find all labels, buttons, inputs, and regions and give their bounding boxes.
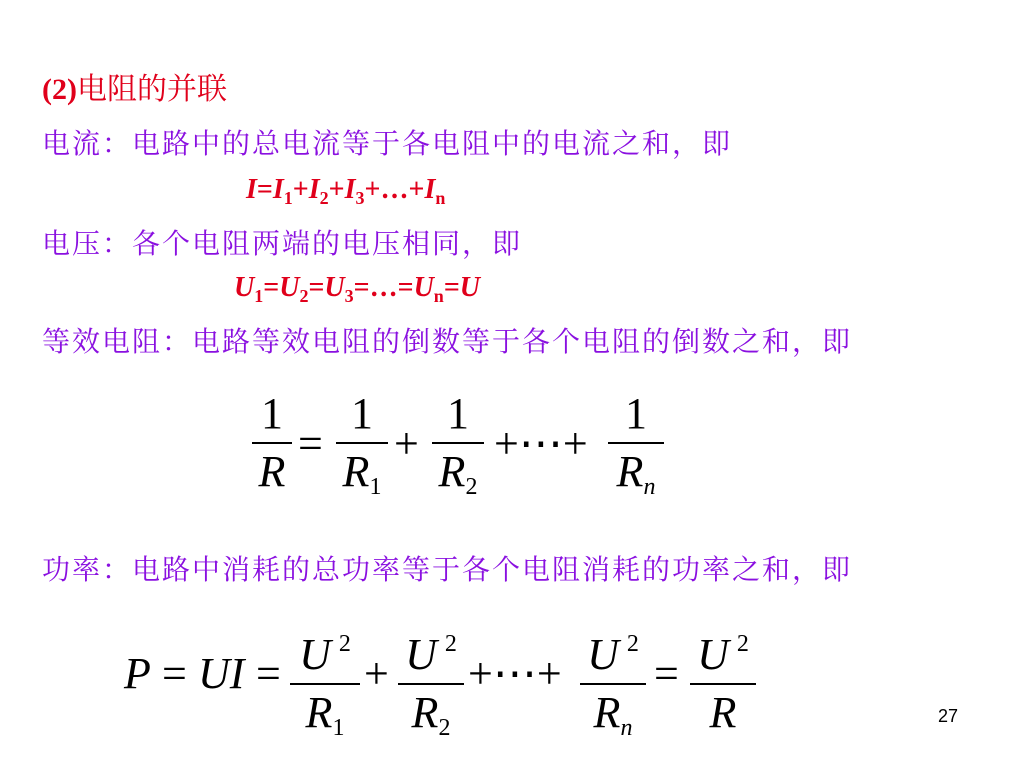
voltage-formula — [234, 272, 480, 307]
denominator: R — [616, 447, 644, 496]
power-description: 功率：电路中消耗的总功率等于各个电阻消耗的功率之和，即 — [42, 553, 853, 586]
formula-subscript: 3 — [355, 188, 365, 208]
formula-subscript: 3 — [344, 286, 354, 306]
fraction-lhs — [252, 388, 292, 498]
formula-subscript: 2 — [319, 188, 329, 208]
plus-sign: + — [364, 649, 389, 698]
formula-subscript: n — [433, 286, 444, 306]
subscript: 2 — [438, 715, 451, 741]
denominator: R — [593, 688, 621, 737]
formula-operator: = — [308, 272, 325, 303]
formula-subscript: 2 — [299, 286, 309, 306]
power-fraction-2 — [398, 618, 464, 754]
numerator: 1 — [625, 389, 647, 438]
equals-sign: = — [654, 649, 679, 698]
fraction-bar — [252, 442, 292, 444]
formula-operator: = — [256, 174, 273, 205]
fraction-bar — [690, 683, 756, 685]
formula-symbol: U — [234, 272, 255, 303]
exponent: 2 — [736, 631, 749, 657]
numerator: 1 — [447, 389, 469, 438]
exponent: 2 — [338, 631, 351, 657]
current-formula — [246, 174, 445, 209]
formula-symbol: I — [344, 174, 356, 205]
section-title-text: 电阻的并联 — [76, 72, 227, 107]
exponent: 2 — [444, 631, 457, 657]
page-number: 27 — [938, 706, 959, 726]
power-fraction-n — [580, 618, 646, 754]
formula-operator: +…+ — [364, 174, 425, 205]
formula-subscript: n — [435, 188, 446, 208]
fraction-bar — [290, 683, 360, 685]
numerator: U — [299, 630, 331, 679]
subscript: n — [620, 715, 633, 741]
ellipsis-terms: +⋯+ — [494, 419, 588, 468]
formula-operator: =…= — [353, 272, 414, 303]
formula-symbol: U — [279, 272, 300, 303]
fraction-bar — [336, 442, 388, 444]
fraction-bar — [608, 442, 664, 444]
formula-subscript: 1 — [283, 188, 293, 208]
subscript: 2 — [465, 474, 478, 500]
formula-operator: = — [443, 272, 460, 303]
voltage-description: 电压：各个电阻两端的电压相同，即 — [42, 227, 523, 260]
formula-subscript: 1 — [254, 286, 264, 306]
denominator: R — [411, 688, 439, 737]
resistance-description: 等效电阻：电路等效电阻的倒数等于各个电阻的倒数之和，即 — [42, 325, 853, 358]
denominator: R — [305, 688, 333, 737]
equals-sign: = — [162, 649, 187, 698]
fraction-bar — [432, 442, 484, 444]
power-fraction-total — [690, 618, 756, 739]
numerator: U — [587, 630, 619, 679]
denominator: R — [438, 447, 466, 496]
subscript: 1 — [369, 474, 382, 500]
fraction-term-n — [608, 388, 664, 513]
ellipsis-terms: +⋯+ — [468, 649, 562, 698]
fraction-term-2 — [432, 388, 484, 513]
exponent: 2 — [626, 631, 639, 657]
formula-operator: + — [292, 174, 309, 205]
formula-symbol: I — [308, 174, 320, 205]
section-title — [42, 64, 227, 108]
formula-symbol: U — [459, 272, 481, 303]
formula-operator: + — [328, 174, 345, 205]
section-number: (2) — [42, 73, 77, 106]
formula-symbol: I — [246, 174, 257, 205]
numerator: 1 — [351, 389, 373, 438]
formula-symbol: U — [324, 272, 345, 303]
formula-symbol: I — [272, 174, 284, 205]
plus-sign: + — [394, 419, 419, 468]
formula-symbol: U — [413, 272, 434, 303]
numerator: U — [697, 630, 729, 679]
denominator: R — [342, 447, 370, 496]
fraction-bar — [398, 683, 464, 685]
numerator: 1 — [261, 389, 283, 438]
fraction-bar — [580, 683, 646, 685]
equals-sign: = — [256, 649, 281, 698]
subscript: 1 — [332, 715, 345, 741]
power-symbol: P — [124, 649, 151, 698]
subscript: n — [643, 474, 656, 500]
numerator: U — [405, 630, 437, 679]
denominator: R — [258, 447, 286, 496]
fraction-term-1 — [336, 388, 388, 513]
denominator: R — [709, 688, 737, 737]
equals-sign: = — [298, 419, 323, 468]
formula-operator: = — [263, 272, 280, 303]
ui-product: UI — [198, 649, 245, 698]
formula-symbol: I — [424, 174, 436, 205]
current-description: 电流：电路中的总电流等于各电阻中的电流之和，即 — [42, 127, 733, 160]
power-fraction-1 — [290, 618, 360, 754]
